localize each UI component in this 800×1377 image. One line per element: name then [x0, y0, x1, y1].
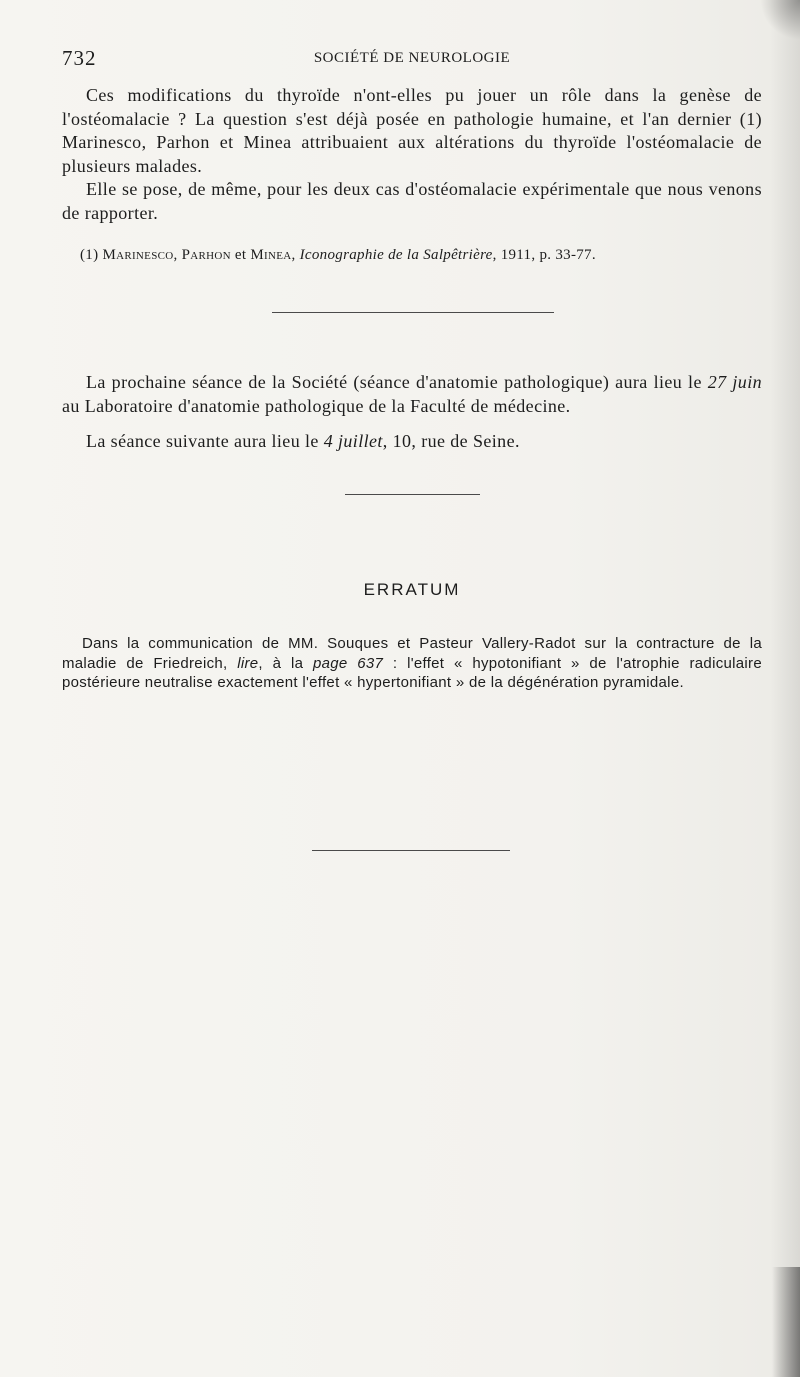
- page-edge-shadow: [770, 0, 800, 1377]
- erratum-body: , à la: [258, 654, 313, 672]
- erratum-page-ref: page 637: [312, 654, 384, 672]
- erratum-text: [62, 634, 762, 693]
- paragraph-text: au Laboratoire d'anatomie pathologique de la Faculté de médecine.: [62, 395, 571, 416]
- scan-corner-mark: [772, 1267, 800, 1377]
- footnote-reference[interactable]: (1): [739, 108, 762, 129]
- erratum-body: : l'effet « hypotonifiant » de l'atrophie radiculaire postérieure neutralise exactement l'effet « hypertonifiant » de la dégénération pyramidale.: [62, 654, 762, 691]
- footnote-separator: et: [230, 247, 251, 263]
- footnote-separator: ,: [291, 247, 300, 263]
- page-header: [62, 46, 762, 72]
- footnote-author: Minea: [250, 247, 292, 263]
- footnote: [80, 245, 760, 265]
- paragraph-text: , 10, rue de Seine.: [382, 431, 520, 451]
- section-divider: [272, 312, 554, 313]
- running-head: SOCIÉTÉ DE NEUROLOGIE: [313, 50, 511, 66]
- erratum-body: Dans la communication de MM. Souques et Pasteur Vallery-Radot sur la contracture de la maladie de Friedreich,: [62, 635, 762, 672]
- session-date: 27 juin: [707, 372, 762, 392]
- paragraph-following-session: [62, 430, 762, 454]
- erratum-heading: ERRATUM: [363, 580, 461, 599]
- paragraph-thyroid: [62, 84, 762, 178]
- page-number: 732: [62, 46, 97, 70]
- erratum-lire: lire: [237, 654, 259, 672]
- scan-corner-mark: [760, 0, 800, 40]
- footnote-details: , 1911, p. 33-77.: [492, 247, 596, 263]
- section-divider: [345, 494, 480, 495]
- footnote-journal: Iconographie de la Salpêtrière: [299, 247, 493, 263]
- footnote-marker: (1): [80, 247, 99, 263]
- paragraph-text: La prochaine séance de la Société (séance d'anatomie pathologique) aura lieu le: [86, 372, 708, 392]
- paragraph-text: La séance suivante aura lieu le: [86, 431, 324, 451]
- paragraph-text: Ces modifications du thyroïde n'ont-elles pu jouer un rôle dans la genèse de l'ostéomalacie ? La question s'est déjà posée en pathologie humaine, et l'an dernier: [62, 85, 762, 129]
- paragraph-text: Marinesco, Parhon et Minea attribuaient aux altérations du thyroïde l'ostéomalacie de plusieurs malades.: [62, 132, 762, 176]
- session-date: 4 juillet: [323, 431, 383, 451]
- paragraph-next-session: [62, 371, 762, 418]
- footnote-separator: ,: [173, 247, 182, 263]
- paragraph-experimental: Elle se pose, de même, pour les deux cas d'ostéomalacie expérimentale que nous venons de rapporter.: [62, 179, 762, 223]
- section-divider: [312, 850, 510, 851]
- footnote-author: Parhon: [181, 247, 231, 263]
- footnote-author: Marinesco: [102, 247, 174, 263]
